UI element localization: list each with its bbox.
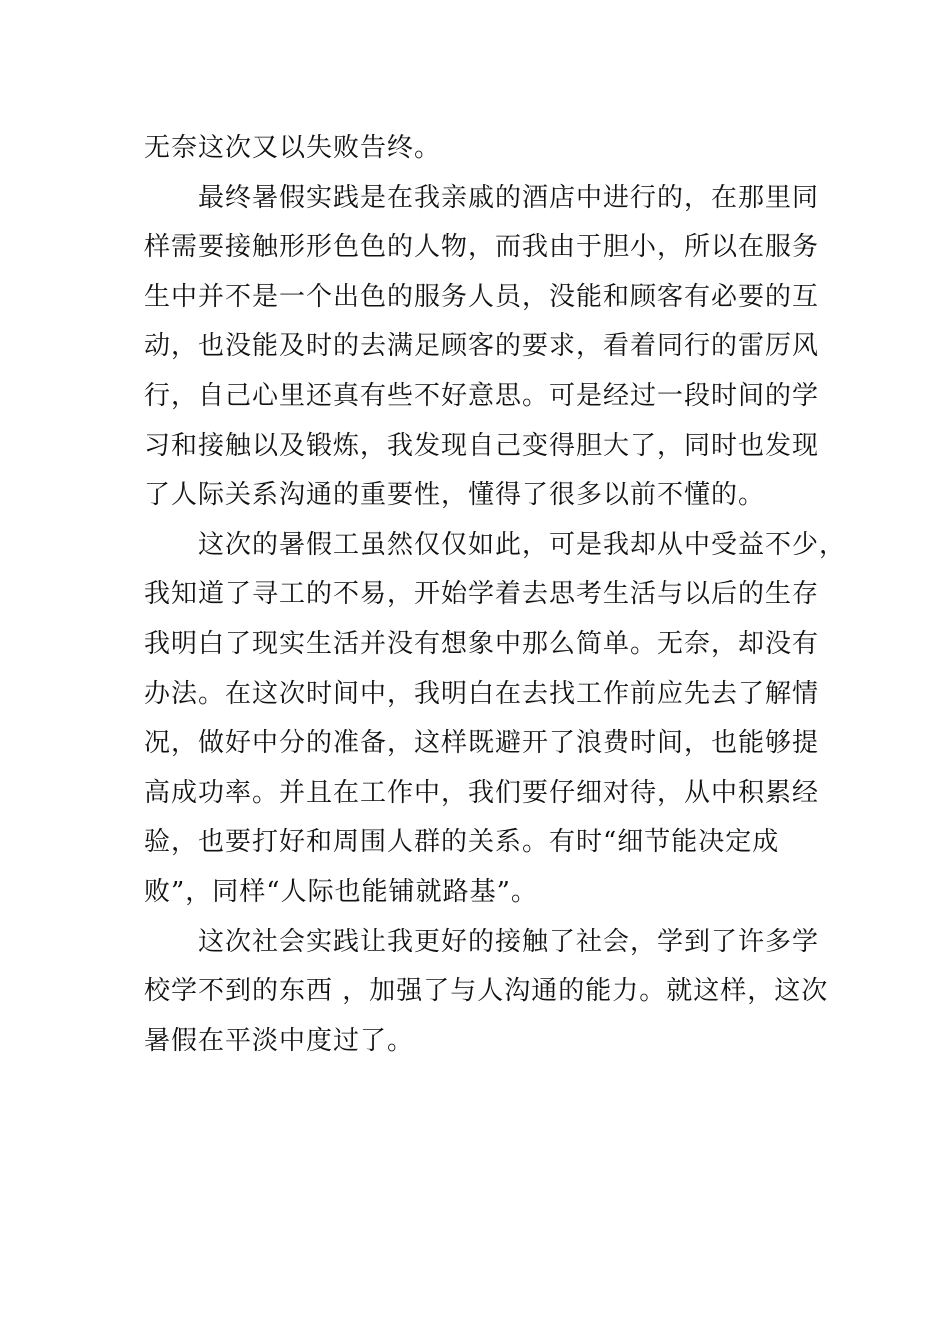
text-line: 我知道了寻工的不易，开始学着去思考生活与以后的生存 (144, 579, 820, 610)
text-line: 生中并不是一个出色的服务人员，没能和顾客有必要的互 (144, 281, 820, 312)
text-line: 习和接触以及锻炼，我发现自己变得胆大了，同时也发现 (144, 430, 820, 461)
text-line: 动，也没能及时的去满足顾客的要求，看着同行的雷厉风 (144, 331, 820, 362)
text-line: 验，也要打好和周围人群的关系。有时“细节能决定成 (144, 827, 780, 858)
text-line: 况，做好中分的准备，这样既避开了浪费时间，也能够提 (144, 728, 820, 759)
text-line: 最终暑假实践是在我亲戚的酒店中进行的，在那里同 (144, 182, 820, 213)
text-line: 这次的暑假工虽然仅仅如此，可是我却从中受益不少， (144, 529, 847, 560)
text-line: 这次社会实践让我更好的接触了社会，学到了许多学 (144, 926, 820, 957)
text-line: 样需要接触形形色色的人物，而我由于胆小，所以在服务 (144, 232, 820, 263)
text-line: 暑假在平淡中度过了。 (144, 1025, 415, 1056)
document-body (144, 124, 847, 1066)
text-line: 办法。在这次时间中，我明白在去找工作前应先去了解情 (144, 678, 820, 709)
text-line: 败”，同样“人际也能铺就路基”。 (144, 876, 538, 907)
text-line: 无奈这次又以失败告终。 (144, 133, 442, 163)
text-line: 行，自己心里还真有些不好意思。可是经过一段时间的学 (144, 380, 820, 411)
text-line: 校学不到的东西 ，加强了与人沟通的能力。就这样，这次 (144, 976, 829, 1007)
text-line: 我明白了现实生活并没有想象中那么简单。无奈，却没有 (144, 628, 820, 659)
text-line: 高成功率。并且在工作中，我们要仔细对待，从中积累经 (144, 777, 820, 808)
text-line: 了人际关系沟通的重要性，懂得了很多以前不懂的。 (144, 480, 766, 511)
